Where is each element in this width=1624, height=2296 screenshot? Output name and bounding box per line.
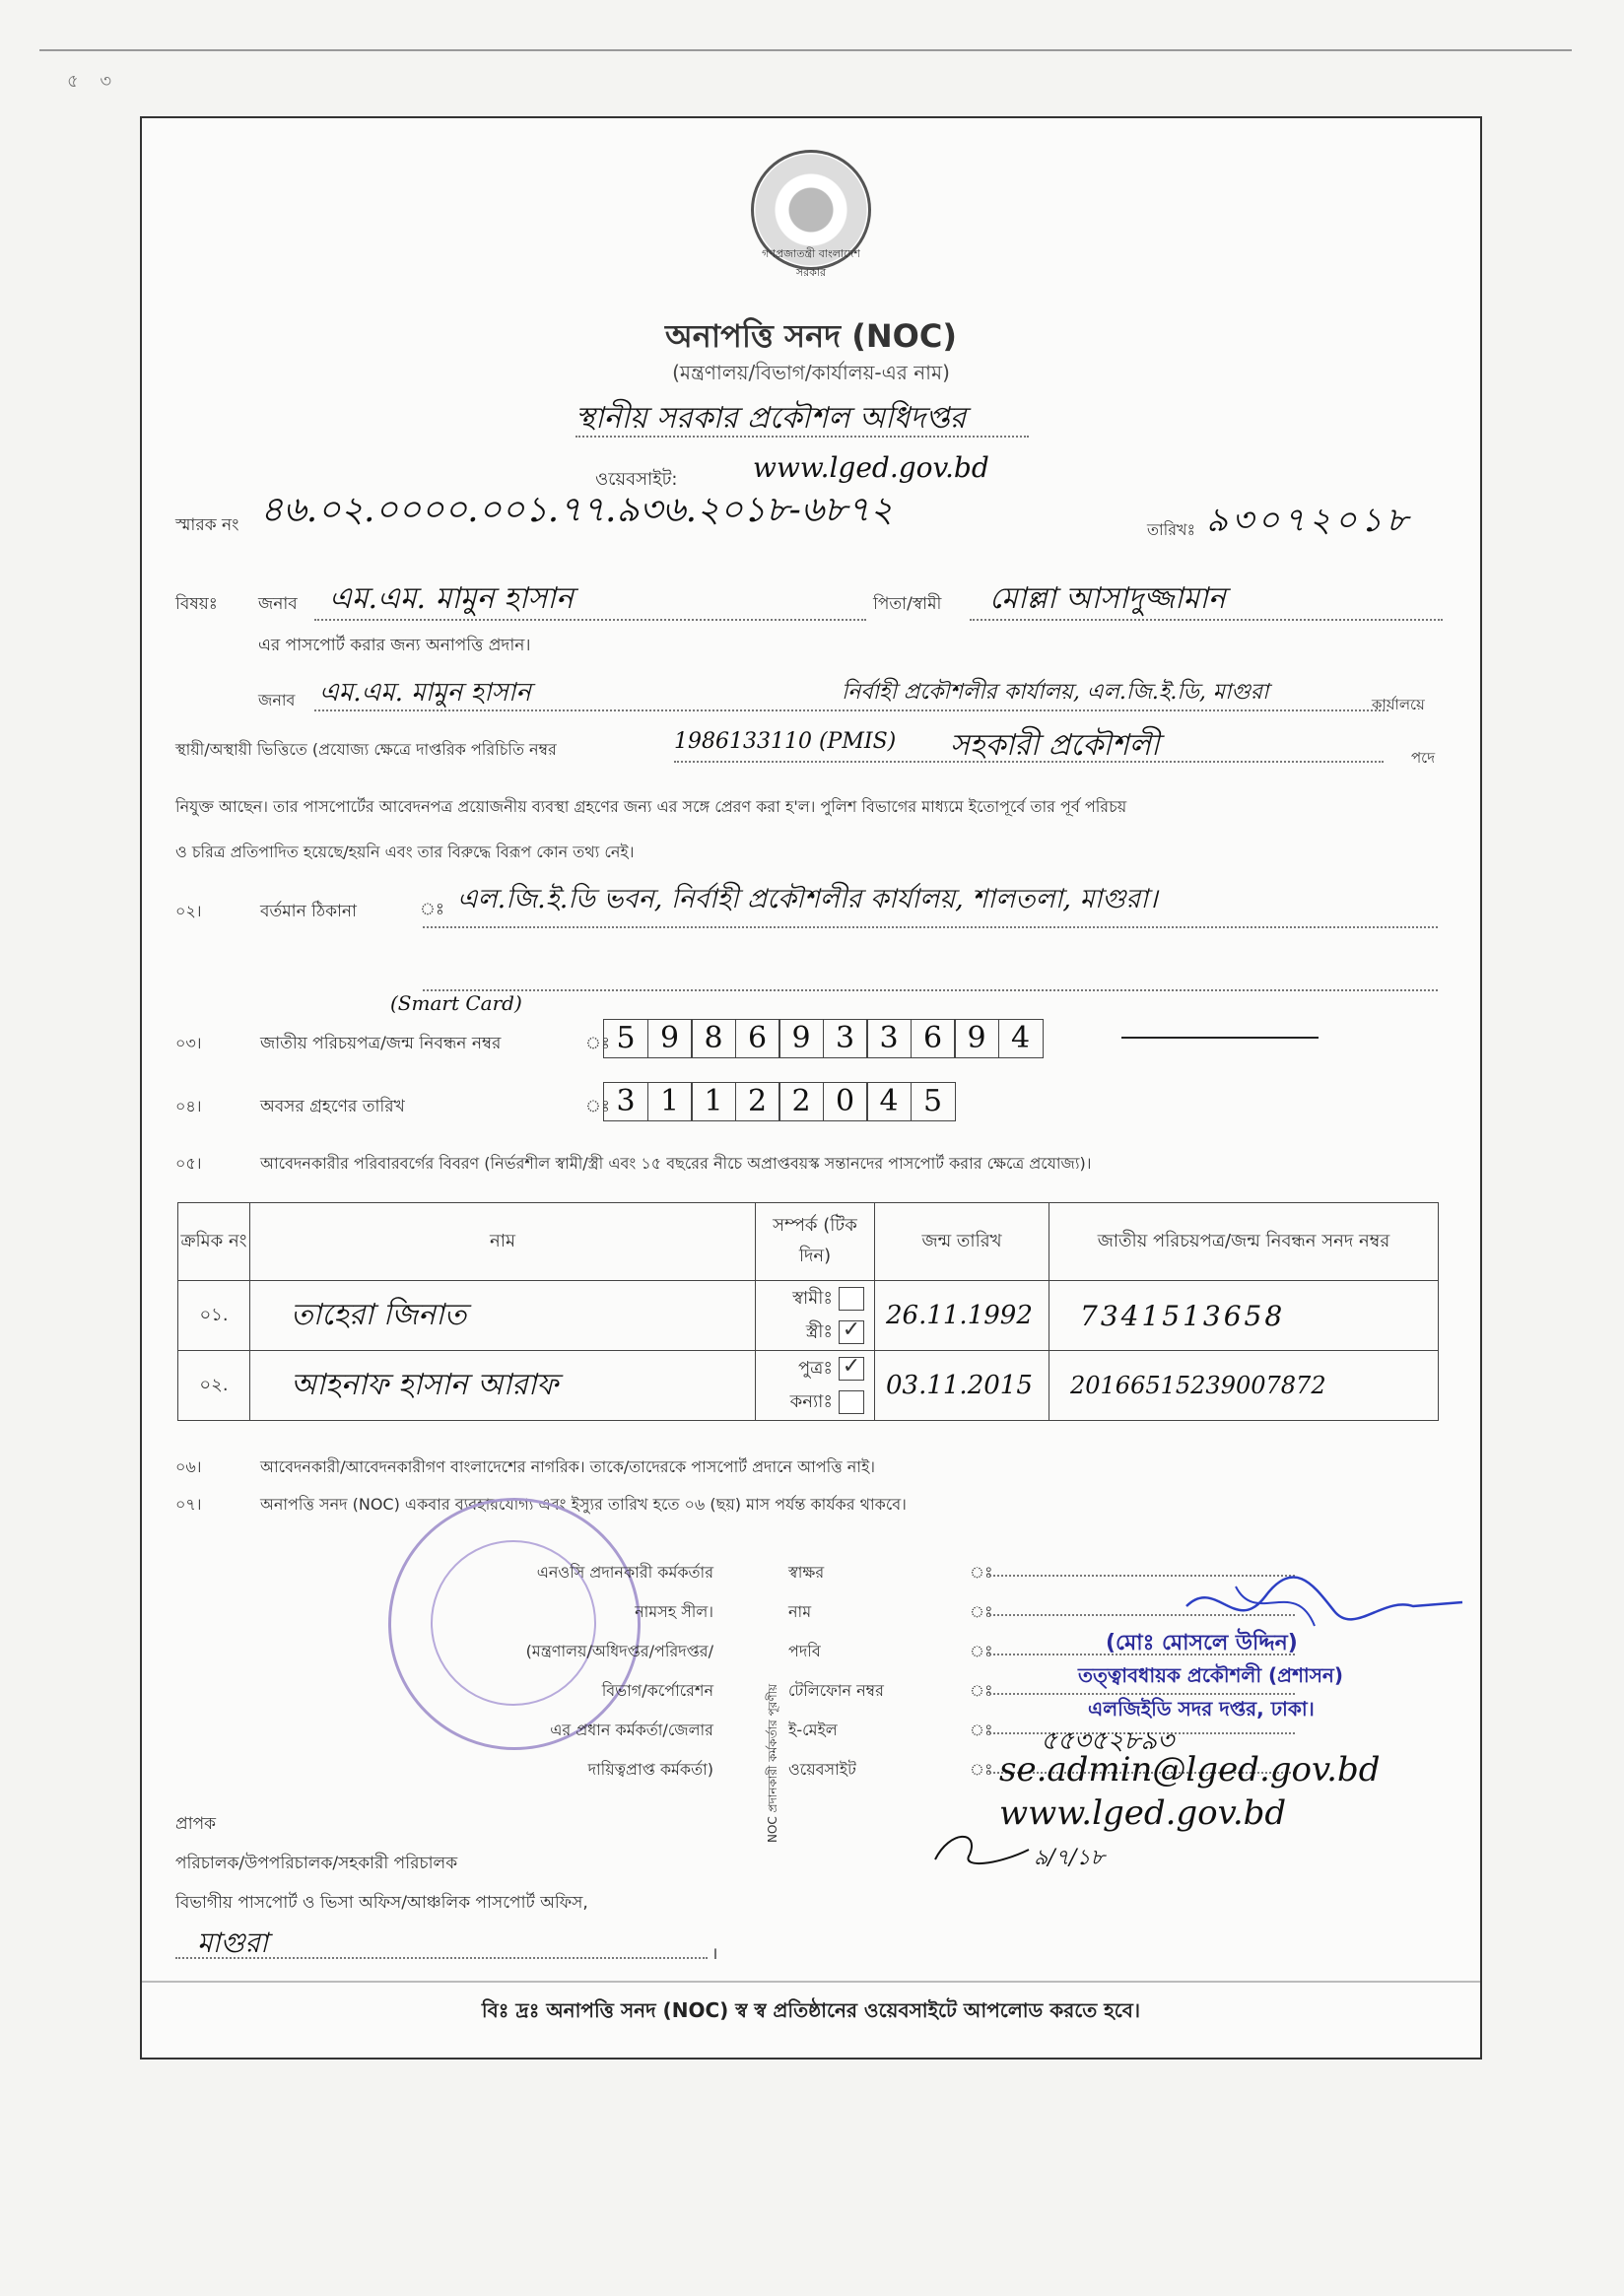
item05-number: ০৫। (175, 1154, 202, 1173)
body-office-name: নির্বাহী প্রকৌশলীর কার্যালয়, এল.জি.ই.ডি, মাগুরা (842, 680, 1269, 705)
digit-box: 3 (603, 1082, 648, 1121)
rel-option-b (757, 1316, 864, 1349)
field-label-phone: টেলিফোন নম্বর (788, 1681, 884, 1700)
rel-checkbox-a[interactable] (839, 1287, 864, 1311)
row-serial: ০২. (178, 1351, 250, 1421)
smart-card-note: (Smart Card) (390, 991, 522, 1015)
rel-checkbox-b[interactable] (839, 1390, 864, 1414)
table-row (178, 1351, 1439, 1421)
signatory-line: দায়িত্বপ্রাপ্ত কর্মকর্তা) (587, 1760, 713, 1779)
corner-marks: ৫ ৩ (67, 71, 120, 92)
rel-option-a (757, 1352, 864, 1385)
digit-box: 9 (778, 1019, 824, 1058)
rel-label-a: স্বামীঃ (792, 1288, 833, 1309)
post-name: সহকারী প্রকৌশলী (950, 728, 1160, 763)
subject-line2: এর পাসপোর্ট করার জন্য অনাপত্তি প্রদান। (258, 636, 531, 655)
family-table-header (178, 1203, 1439, 1281)
initial-signature-icon (930, 1825, 1039, 1874)
address-line-2 (423, 989, 1438, 991)
father-name-line (970, 619, 1443, 621)
item03-sep: ঃ (585, 1034, 610, 1053)
table-row (178, 1281, 1439, 1351)
item02-sep: ঃ (420, 900, 444, 919)
rel-checkbox-b-checked[interactable]: ✓ (839, 1320, 864, 1344)
digit-box: 3 (866, 1019, 912, 1058)
office-name: স্থানীয় সরকার প্রকৌশল অধিদপ্তর (575, 401, 967, 436)
header-dob: জন্ম তারিখ (875, 1203, 1049, 1281)
present-address: এল.জি.ই.ডি ভবন, নির্বাহী প্রকৌশলীর কার্যালয়, শালতলা, মাগুরা। (457, 884, 1158, 914)
field-label-signature: স্বাক্ষর (788, 1563, 825, 1582)
signatory-field-labels (788, 1553, 884, 1790)
row-dob (875, 1281, 1049, 1351)
document-title: অনাপত্তি সনদ (NOC) (665, 317, 957, 355)
stamp-office: এলজিইডি সদর দপ্তর, ঢাকা। (1088, 1697, 1315, 1721)
header-relation: সম্পর্ক (টিক দিন) (756, 1203, 875, 1281)
field-label-email: ই-মেইল (788, 1721, 838, 1739)
subject-label: বিষয়ঃ (175, 594, 218, 614)
item06-number: ০৬। (175, 1457, 202, 1476)
sep: ঃ (970, 1602, 993, 1621)
item04-sep: ঃ (585, 1097, 610, 1116)
body-janab: জনাব (258, 691, 296, 709)
rel-label-b: স্ত্রীঃ (805, 1321, 833, 1342)
body-para3: ও চরিত্র প্রতিপাদিত হয়েছে/হয়নি এবং তার বিরুদ্ধে বিরূপ কোন তথ্য নেই। (175, 843, 635, 861)
item04-number: ০৪। (175, 1097, 202, 1115)
document-subtitle: (মন্ত্রণালয়/বিভাগ/কার্যালয়-এর নাম) (672, 361, 950, 384)
signatory-line: (মন্ত্রণালয়/অধিদপ্তর/পরিদপ্তর/ (525, 1642, 713, 1660)
digit-box: 4 (998, 1019, 1044, 1058)
signatory-line: বিভাগ/কর্পোরেশন (601, 1681, 713, 1700)
office-suffix: কার্যালয়ে (1372, 696, 1425, 713)
member-name: আহনাফ হাসান আরাফ (291, 1367, 559, 1402)
digit-box: 9 (647, 1019, 693, 1058)
digit-box: 6 (911, 1019, 956, 1058)
memo-number: ৪৬.০২.০০০০.০০১.৭৭.৯৩৬.২০১৮-৬৮৭২ (260, 490, 894, 530)
signatory-line: নামসহ সীল। (635, 1602, 713, 1621)
row-name (250, 1351, 756, 1421)
field-label-designation: পদবি (788, 1642, 821, 1660)
recipient-city: মাগুরা (197, 1926, 269, 1959)
stamp-officer-name: (মোঃ মোসলে উদ্দিন) (1106, 1631, 1298, 1655)
basis-text: স্থায়ী/অস্থায়ী ভিত্তিতে (প্রযোজ্য ক্ষেত্রে দাপ্তরিক পরিচিতি নম্বর (175, 740, 557, 759)
scan-edge-line (39, 49, 1572, 51)
post-suffix: পদে (1411, 749, 1436, 767)
sep: ঃ (970, 1681, 993, 1700)
recipient-city-line (175, 1957, 708, 1959)
sep: ঃ (970, 1721, 993, 1739)
row-nid (1049, 1281, 1439, 1351)
footer-note: বিঃ দ্রঃ অনাপত্তি সনদ (NOC) স্ব স্ব প্রতিষ্ঠানের ওয়েবসাইটে আপলোড করতে হবে। (481, 1998, 1141, 2022)
subject-janab: জনাব (258, 594, 298, 614)
member-nid: 7341513658 (1080, 1299, 1286, 1332)
header-serial: ক্রমিক নং (178, 1203, 250, 1281)
signatory-field-seps (970, 1553, 993, 1790)
date-value: ৯৩০৭২০১৮ (1206, 501, 1412, 540)
digit-box: 0 (823, 1082, 868, 1121)
rel-label-a: পুত্রঃ (797, 1358, 833, 1379)
nid-strike-line (1121, 1037, 1319, 1039)
officer-website: www.lged.gov.bd (999, 1793, 1287, 1833)
member-dob: 26.11.1992 (886, 1301, 1033, 1330)
initial-date: ৯/৭/১৮ (1034, 1846, 1105, 1870)
body-office-line (314, 709, 1388, 711)
signatory-line: এর প্রধান কর্মকর্তা/জেলার (550, 1721, 713, 1739)
member-nid: 20166515239007872 (1070, 1372, 1326, 1399)
father-label: পিতা/স্বামী (873, 594, 942, 614)
item05-label: আবেদনকারীর পরিবারবর্গের বিবরণ (নির্ভরশীল স্বামী/স্ত্রী এবং ১৫ বছরের নীচে অপ্রাপ্তবয়স্ক সন্তানদের পাসপোর্ট করার ক্ষেত্রে প্রযোজ্য)। (260, 1154, 1092, 1173)
official-id: 1986133110 (PMIS) (674, 729, 897, 754)
body-para2: নিযুক্ত আছেন। তার পাসপোর্টের আবেদনপত্র প্রয়োজনীয় ব্যবস্থা গ্রহণের জন্য এর সঙ্গে প্রেরণ করা হ'ল। পুলিশ বিভাগের মাধ্যমে ইতোপূর্বে তার পূর্ব পরিচয় (175, 797, 1127, 816)
item07-number: ০৭। (175, 1495, 202, 1514)
signatory-side-label: NOC প্রদানকারী কর্মকর্তার পূরণীয় (766, 1683, 779, 1843)
sep: ঃ (970, 1642, 993, 1660)
row-name (250, 1281, 756, 1351)
footer-divider (142, 1981, 1480, 1983)
digit-box: 5 (603, 1019, 648, 1058)
sep: ঃ (970, 1760, 993, 1779)
row-nid (1049, 1351, 1439, 1421)
item07-text: অনাপত্তি সনদ (NOC) একবার ব্যবহারযোগ্য এবং ইস্যুর তারিখ হতে ০৬ (ছয়) মাস পর্যন্ত কার্যকর থাকবে। (260, 1495, 907, 1514)
father-name: মোল্লা আসাদুজ্জামান (989, 581, 1226, 616)
rel-checkbox-a-checked[interactable]: ✓ (839, 1357, 864, 1381)
field-label-name: নাম (788, 1602, 812, 1621)
website-label: ওয়েবসাইট: (595, 469, 678, 490)
nid-digit-boxes (603, 1019, 1042, 1058)
digit-box: 3 (823, 1019, 868, 1058)
sep: ঃ (970, 1563, 993, 1582)
digit-box: 6 (735, 1019, 780, 1058)
family-table (177, 1202, 1439, 1421)
recipient-end: । (711, 1944, 718, 1964)
row-relation (756, 1281, 875, 1351)
retirement-date-boxes (603, 1082, 954, 1121)
item06-text: আবেদনকারী/আবেদনকারীগণ বাংলাদেশের নাগরিক। তাকে/তাদেরকে পাসপোর্ট প্রদানে আপত্তি নাই। (260, 1457, 876, 1476)
row-serial: ০১. (178, 1281, 250, 1351)
signatory-line: এনওসি প্রদানকারী কর্মকর্তার (536, 1563, 713, 1582)
member-dob: 03.11.2015 (886, 1371, 1033, 1400)
item02-label: বর্তমান ঠিকানা (260, 902, 357, 921)
item03-number: ০৩। (175, 1034, 202, 1052)
date-label: তারিখঃ (1147, 520, 1196, 539)
digit-box: 9 (954, 1019, 999, 1058)
row-dob (875, 1351, 1049, 1421)
office-name-line (575, 436, 1029, 438)
noc-document (140, 116, 1482, 2060)
address-line-1 (423, 926, 1438, 928)
rel-label-b: কন্যাঃ (789, 1391, 833, 1412)
subject-applicant-name: এম.এম. মামুন হাসান (329, 581, 574, 616)
row-relation (756, 1351, 875, 1421)
item04-label: অবসর গ্রহণের তারিখ (260, 1097, 405, 1116)
header-name: নাম (250, 1203, 756, 1281)
officer-phone: ৫৫৩৫২৮৯৩ (1041, 1726, 1175, 1756)
government-seal-icon (751, 150, 871, 279)
recipient-line2: বিভাগীয় পাসপোর্ট ও ভিসা অফিস/আঞ্চলিক পাসপোর্ট অফিস, (175, 1893, 588, 1913)
officer-email: se.admin@lged.gov.bd (999, 1750, 1381, 1790)
digit-box: 2 (735, 1082, 780, 1121)
digit-box: 2 (778, 1082, 824, 1121)
recipient-label: প্রাপক (175, 1814, 217, 1834)
item02-number: ০২। (175, 902, 202, 920)
subject-name-line (314, 619, 866, 621)
digit-box: 5 (911, 1082, 956, 1121)
post-line (674, 761, 1384, 763)
website-value: www.lged.gov.bd (753, 451, 989, 484)
digit-box: 4 (866, 1082, 912, 1121)
memo-label: স্মারক নং (175, 515, 239, 535)
body-applicant-name: এম.এম. মামুন হাসান (319, 678, 531, 708)
member-name: তাহেরা জিনাত (291, 1297, 467, 1332)
digit-box: 8 (691, 1019, 736, 1058)
digit-box: 1 (691, 1082, 736, 1121)
rel-option-a (757, 1282, 864, 1316)
field-label-website: ওয়েবসাইট (788, 1760, 856, 1779)
rel-option-b (757, 1385, 864, 1419)
digit-box: 1 (647, 1082, 693, 1121)
signatory-left-block (339, 1553, 713, 1790)
stamp-officer-title: তত্ত্বাবধায়ক প্রকৌশলী (প্রশাসন) (1078, 1663, 1344, 1687)
seal-text: গণপ্রজাতন্ত্রী বাংলাদেশ সরকার (762, 247, 860, 279)
recipient-line1: পরিচালক/উপপরিচালক/সহকারী পরিচালক (175, 1854, 458, 1873)
item03-label: জাতীয় পরিচয়পত্র/জন্ম নিবন্ধন নম্বর (260, 1034, 502, 1053)
header-nid: জাতীয় পরিচয়পত্র/জন্ম নিবন্ধন সনদ নম্বর (1049, 1203, 1439, 1281)
